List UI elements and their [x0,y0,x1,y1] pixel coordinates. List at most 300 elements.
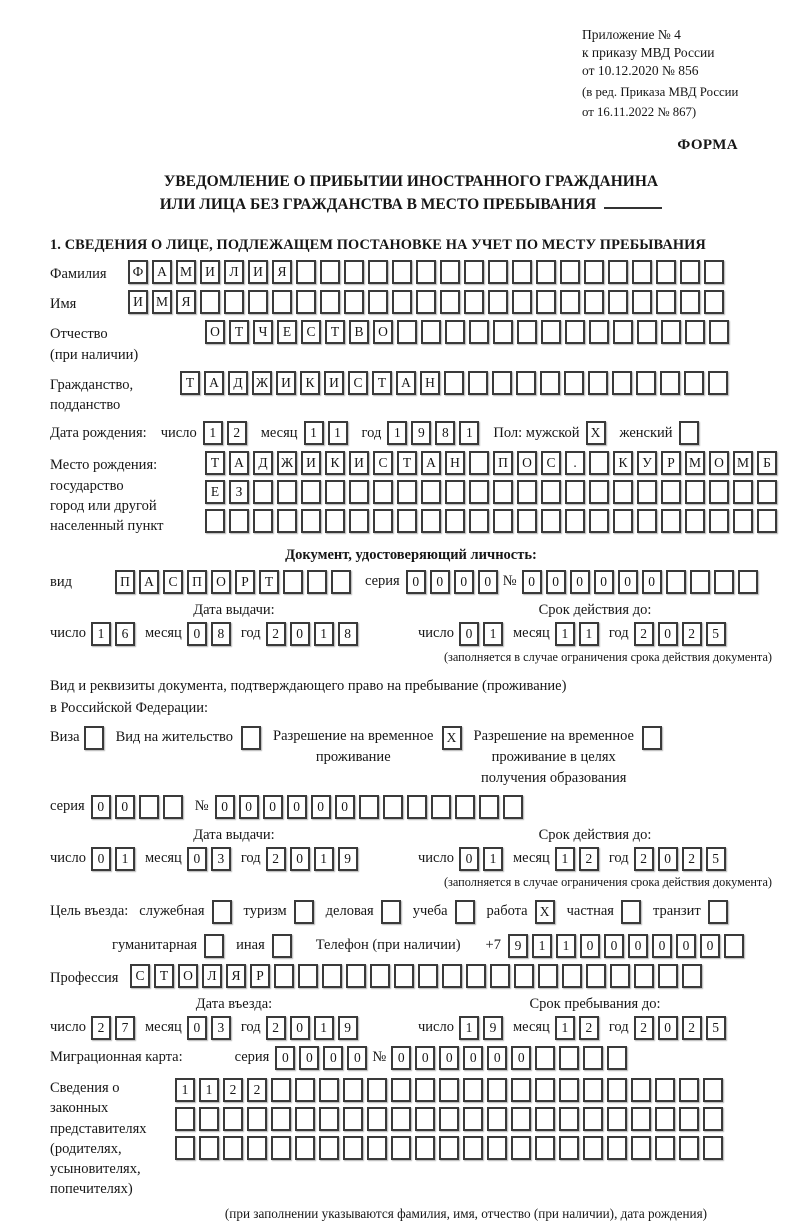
char-cell[interactable] [204,934,224,958]
char-cell[interactable]: 9 [338,1016,358,1040]
char-cell[interactable]: Т [154,964,174,988]
char-cell[interactable]: 0 [522,570,542,594]
doc-issue-year-cells[interactable] [266,622,358,646]
char-cell[interactable] [565,509,585,533]
char-cell[interactable]: Т [397,451,417,475]
char-cell[interactable]: 0 [335,795,355,819]
char-cell[interactable]: 7 [115,1016,135,1040]
rep-row2-cells[interactable] [175,1107,723,1131]
char-cell[interactable]: О [211,570,231,594]
char-cell[interactable] [733,480,753,504]
char-cell[interactable] [439,1107,459,1131]
char-cell[interactable] [610,964,630,988]
char-cell[interactable]: К [613,451,633,475]
char-cell[interactable] [199,1107,219,1131]
char-cell[interactable]: X [442,726,462,750]
char-cell[interactable]: 1 [459,1016,479,1040]
char-cell[interactable]: Л [202,964,222,988]
char-cell[interactable]: 1 [199,1078,219,1102]
char-cell[interactable]: Ф [128,260,148,284]
char-cell[interactable] [634,964,654,988]
char-cell[interactable] [685,480,705,504]
char-cell[interactable]: 0 [658,622,678,646]
char-cell[interactable] [175,1136,195,1160]
char-cell[interactable] [367,1107,387,1131]
char-cell[interactable]: 0 [546,570,566,594]
char-cell[interactable]: Т [325,320,345,344]
char-cell[interactable]: А [421,451,441,475]
char-cell[interactable] [223,1107,243,1131]
char-cell[interactable]: Н [445,451,465,475]
char-cell[interactable] [637,509,657,533]
char-cell[interactable] [583,1136,603,1160]
char-cell[interactable]: Т [372,371,392,395]
char-cell[interactable] [541,509,561,533]
char-cell[interactable] [538,964,558,988]
char-cell[interactable] [373,509,393,533]
char-cell[interactable]: И [324,371,344,395]
char-cell[interactable] [724,934,744,958]
char-cell[interactable] [733,509,753,533]
char-cell[interactable] [685,509,705,533]
char-cell[interactable] [296,260,316,284]
char-cell[interactable] [658,964,678,988]
birthplace-row1-cells[interactable] [205,451,777,475]
char-cell[interactable] [319,1107,339,1131]
name-cells[interactable] [128,290,724,314]
char-cell[interactable] [468,371,488,395]
char-cell[interactable] [415,1107,435,1131]
birth-year-cells[interactable] [387,421,479,445]
char-cell[interactable]: 0 [406,570,426,594]
char-cell[interactable]: 2 [579,847,599,871]
char-cell[interactable] [445,320,465,344]
char-cell[interactable] [344,290,364,314]
char-cell[interactable] [655,1136,675,1160]
phone-cells[interactable] [508,934,744,958]
char-cell[interactable]: 0 [91,847,111,871]
char-cell[interactable] [631,1078,651,1102]
char-cell[interactable] [439,1078,459,1102]
char-cell[interactable] [463,1136,483,1160]
char-cell[interactable]: А [152,260,172,284]
char-cell[interactable] [271,1078,291,1102]
char-cell[interactable] [709,509,729,533]
doc-valid-day-cells[interactable] [459,622,503,646]
birth-month-cells[interactable] [304,421,348,445]
char-cell[interactable] [444,371,464,395]
permit-series-cells[interactable] [91,795,183,819]
visa-checkbox[interactable] [84,726,104,750]
char-cell[interactable]: 0 [415,1046,435,1070]
char-cell[interactable]: С [301,320,321,344]
char-cell[interactable] [320,290,340,314]
char-cell[interactable]: А [139,570,159,594]
char-cell[interactable]: М [685,451,705,475]
char-cell[interactable] [589,451,609,475]
char-cell[interactable] [416,290,436,314]
char-cell[interactable] [589,480,609,504]
char-cell[interactable] [295,1078,315,1102]
char-cell[interactable]: 2 [266,622,286,646]
char-cell[interactable] [540,371,560,395]
char-cell[interactable] [632,260,652,284]
char-cell[interactable] [421,320,441,344]
char-cell[interactable] [307,570,327,594]
char-cell[interactable]: 0 [187,622,207,646]
char-cell[interactable] [325,509,345,533]
char-cell[interactable] [295,1136,315,1160]
char-cell[interactable] [511,1136,531,1160]
char-cell[interactable] [175,1107,195,1131]
char-cell[interactable] [373,480,393,504]
char-cell[interactable]: 0 [658,847,678,871]
char-cell[interactable]: П [493,451,513,475]
char-cell[interactable]: 0 [676,934,696,958]
char-cell[interactable] [466,964,486,988]
char-cell[interactable]: 1 [459,421,479,445]
char-cell[interactable] [608,260,628,284]
transit-checkbox[interactable] [708,900,728,924]
char-cell[interactable]: 0 [700,934,720,958]
stay-day-cells[interactable] [459,1016,503,1040]
permit-issue-day-cells[interactable] [91,847,135,871]
char-cell[interactable] [680,290,700,314]
char-cell[interactable] [511,1078,531,1102]
char-cell[interactable] [682,964,702,988]
char-cell[interactable] [512,260,532,284]
char-cell[interactable] [621,900,641,924]
char-cell[interactable]: А [396,371,416,395]
char-cell[interactable]: X [586,421,606,445]
char-cell[interactable]: 6 [115,622,135,646]
char-cell[interactable] [223,1136,243,1160]
char-cell[interactable] [247,1107,267,1131]
work-checkbox[interactable] [535,900,555,924]
char-cell[interactable]: Б [757,451,777,475]
char-cell[interactable] [431,795,451,819]
char-cell[interactable] [714,570,734,594]
char-cell[interactable] [248,290,268,314]
char-cell[interactable] [331,570,351,594]
char-cell[interactable] [283,570,303,594]
char-cell[interactable]: 2 [634,1016,654,1040]
permit-valid-month-cells[interactable] [555,847,599,871]
char-cell[interactable] [613,509,633,533]
char-cell[interactable] [381,900,401,924]
char-cell[interactable] [612,371,632,395]
char-cell[interactable] [455,900,475,924]
char-cell[interactable]: С [348,371,368,395]
char-cell[interactable]: М [733,451,753,475]
char-cell[interactable] [392,260,412,284]
char-cell[interactable] [565,480,585,504]
char-cell[interactable] [320,260,340,284]
char-cell[interactable] [391,1078,411,1102]
char-cell[interactable] [512,290,532,314]
char-cell[interactable] [631,1107,651,1131]
doc-issue-month-cells[interactable] [187,622,231,646]
char-cell[interactable] [703,1136,723,1160]
char-cell[interactable]: 9 [483,1016,503,1040]
char-cell[interactable] [613,480,633,504]
char-cell[interactable]: Л [224,260,244,284]
char-cell[interactable] [463,1078,483,1102]
official-checkbox[interactable] [212,900,232,924]
char-cell[interactable]: 8 [338,622,358,646]
char-cell[interactable] [464,260,484,284]
char-cell[interactable] [541,480,561,504]
char-cell[interactable]: 0 [478,570,498,594]
char-cell[interactable] [301,480,321,504]
business-checkbox[interactable] [381,900,401,924]
doc-issue-day-cells[interactable] [91,622,135,646]
char-cell[interactable] [370,964,390,988]
char-cell[interactable] [319,1078,339,1102]
char-cell[interactable]: 1 [555,622,575,646]
char-cell[interactable]: Т [205,451,225,475]
char-cell[interactable]: П [115,570,135,594]
char-cell[interactable] [469,509,489,533]
char-cell[interactable] [344,260,364,284]
char-cell[interactable] [690,570,710,594]
char-cell[interactable]: 0 [290,622,310,646]
char-cell[interactable] [277,480,297,504]
birthplace-row3-cells[interactable] [205,509,777,533]
char-cell[interactable] [536,290,556,314]
char-cell[interactable]: 2 [227,421,247,445]
rep-row3-cells[interactable] [175,1136,723,1160]
birthplace-row2-cells[interactable] [205,480,777,504]
char-cell[interactable] [469,320,489,344]
char-cell[interactable] [163,795,183,819]
char-cell[interactable] [757,480,777,504]
temp-residence-checkbox[interactable] [442,726,462,750]
char-cell[interactable] [277,509,297,533]
char-cell[interactable] [562,964,582,988]
char-cell[interactable] [516,371,536,395]
char-cell[interactable] [680,260,700,284]
permit-issue-month-cells[interactable] [187,847,231,871]
char-cell[interactable] [661,480,681,504]
char-cell[interactable] [343,1136,363,1160]
char-cell[interactable] [200,290,220,314]
char-cell[interactable] [517,320,537,344]
char-cell[interactable]: С [373,451,393,475]
char-cell[interactable] [493,480,513,504]
entry-year-cells[interactable] [266,1016,358,1040]
char-cell[interactable]: Е [277,320,297,344]
char-cell[interactable]: 1 [483,847,503,871]
char-cell[interactable] [343,1078,363,1102]
char-cell[interactable]: 0 [628,934,648,958]
char-cell[interactable] [464,290,484,314]
patronymic-cells[interactable] [205,320,729,344]
char-cell[interactable]: 0 [290,847,310,871]
char-cell[interactable]: 0 [115,795,135,819]
char-cell[interactable] [607,1046,627,1070]
char-cell[interactable]: 1 [314,622,334,646]
char-cell[interactable]: Н [420,371,440,395]
char-cell[interactable] [367,1136,387,1160]
char-cell[interactable] [607,1107,627,1131]
char-cell[interactable] [608,290,628,314]
char-cell[interactable]: Е [205,480,225,504]
char-cell[interactable]: 0 [323,1046,343,1070]
char-cell[interactable] [565,320,585,344]
doc-type-cells[interactable] [115,570,351,594]
char-cell[interactable] [517,509,537,533]
char-cell[interactable] [368,290,388,314]
char-cell[interactable] [503,795,523,819]
char-cell[interactable]: 2 [266,1016,286,1040]
permit-issue-year-cells[interactable] [266,847,358,871]
char-cell[interactable] [684,371,704,395]
char-cell[interactable] [439,1136,459,1160]
permit-valid-year-cells[interactable] [634,847,726,871]
char-cell[interactable]: С [541,451,561,475]
char-cell[interactable] [560,260,580,284]
char-cell[interactable] [535,1046,555,1070]
char-cell[interactable]: К [300,371,320,395]
char-cell[interactable]: 2 [91,1016,111,1040]
doc-valid-year-cells[interactable] [634,622,726,646]
char-cell[interactable] [517,480,537,504]
char-cell[interactable] [589,320,609,344]
char-cell[interactable] [479,795,499,819]
char-cell[interactable]: И [349,451,369,475]
char-cell[interactable] [325,480,345,504]
char-cell[interactable] [490,964,510,988]
char-cell[interactable]: 0 [290,1016,310,1040]
char-cell[interactable]: Я [176,290,196,314]
char-cell[interactable] [588,371,608,395]
char-cell[interactable]: О [373,320,393,344]
char-cell[interactable] [708,900,728,924]
char-cell[interactable]: 2 [682,847,702,871]
char-cell[interactable] [391,1136,411,1160]
char-cell[interactable]: О [709,451,729,475]
char-cell[interactable]: 0 [287,795,307,819]
char-cell[interactable] [583,1107,603,1131]
char-cell[interactable]: 1 [314,847,334,871]
char-cell[interactable] [440,290,460,314]
char-cell[interactable]: Д [253,451,273,475]
char-cell[interactable] [296,290,316,314]
char-cell[interactable] [84,726,104,750]
char-cell[interactable] [212,900,232,924]
char-cell[interactable]: Р [250,964,270,988]
char-cell[interactable]: 1 [532,934,552,958]
char-cell[interactable] [418,964,438,988]
char-cell[interactable] [660,371,680,395]
char-cell[interactable]: 1 [203,421,223,445]
temp-residence-edu-checkbox[interactable] [642,726,662,750]
char-cell[interactable] [469,451,489,475]
char-cell[interactable]: О [205,320,225,344]
char-cell[interactable] [738,570,758,594]
char-cell[interactable] [661,320,681,344]
char-cell[interactable]: Т [229,320,249,344]
char-cell[interactable] [703,1107,723,1131]
doc-number-cells[interactable] [522,570,758,594]
char-cell[interactable]: 9 [508,934,528,958]
char-cell[interactable] [445,509,465,533]
stay-year-cells[interactable] [634,1016,726,1040]
char-cell[interactable] [139,795,159,819]
char-cell[interactable] [709,480,729,504]
char-cell[interactable] [394,964,414,988]
char-cell[interactable]: З [229,480,249,504]
char-cell[interactable] [349,480,369,504]
char-cell[interactable]: 0 [642,570,662,594]
char-cell[interactable]: 1 [555,847,575,871]
char-cell[interactable] [416,260,436,284]
char-cell[interactable]: Т [180,371,200,395]
char-cell[interactable] [661,509,681,533]
char-cell[interactable]: Ж [252,371,272,395]
char-cell[interactable] [392,290,412,314]
char-cell[interactable] [455,795,475,819]
study-checkbox[interactable] [455,900,475,924]
char-cell[interactable] [421,480,441,504]
char-cell[interactable]: 0 [487,1046,507,1070]
char-cell[interactable] [493,320,513,344]
char-cell[interactable]: О [517,451,537,475]
char-cell[interactable] [709,320,729,344]
char-cell[interactable]: 5 [706,847,726,871]
char-cell[interactable]: 9 [338,847,358,871]
char-cell[interactable] [666,570,686,594]
char-cell[interactable] [685,320,705,344]
char-cell[interactable] [656,260,676,284]
char-cell[interactable]: К [325,451,345,475]
permit-valid-day-cells[interactable] [459,847,503,871]
char-cell[interactable] [514,964,534,988]
doc-valid-month-cells[interactable] [555,622,599,646]
char-cell[interactable] [642,726,662,750]
char-cell[interactable]: В [349,320,369,344]
char-cell[interactable] [703,1078,723,1102]
char-cell[interactable] [346,964,366,988]
char-cell[interactable] [241,726,261,750]
char-cell[interactable]: 0 [459,622,479,646]
char-cell[interactable]: П [187,570,207,594]
char-cell[interactable]: 0 [311,795,331,819]
char-cell[interactable]: 2 [579,1016,599,1040]
char-cell[interactable] [584,260,604,284]
char-cell[interactable]: 0 [187,1016,207,1040]
char-cell[interactable] [397,509,417,533]
char-cell[interactable]: 0 [91,795,111,819]
char-cell[interactable]: 0 [439,1046,459,1070]
char-cell[interactable]: 3 [211,847,231,871]
char-cell[interactable] [559,1046,579,1070]
char-cell[interactable]: 1 [175,1078,195,1102]
residence-checkbox[interactable] [241,726,261,750]
char-cell[interactable] [757,509,777,533]
char-cell[interactable] [583,1046,603,1070]
char-cell[interactable]: И [248,260,268,284]
char-cell[interactable] [656,290,676,314]
char-cell[interactable]: 0 [187,847,207,871]
char-cell[interactable]: Р [661,451,681,475]
char-cell[interactable] [607,1136,627,1160]
char-cell[interactable] [271,1107,291,1131]
char-cell[interactable]: 8 [211,622,231,646]
char-cell[interactable]: 0 [459,847,479,871]
char-cell[interactable] [271,1136,291,1160]
